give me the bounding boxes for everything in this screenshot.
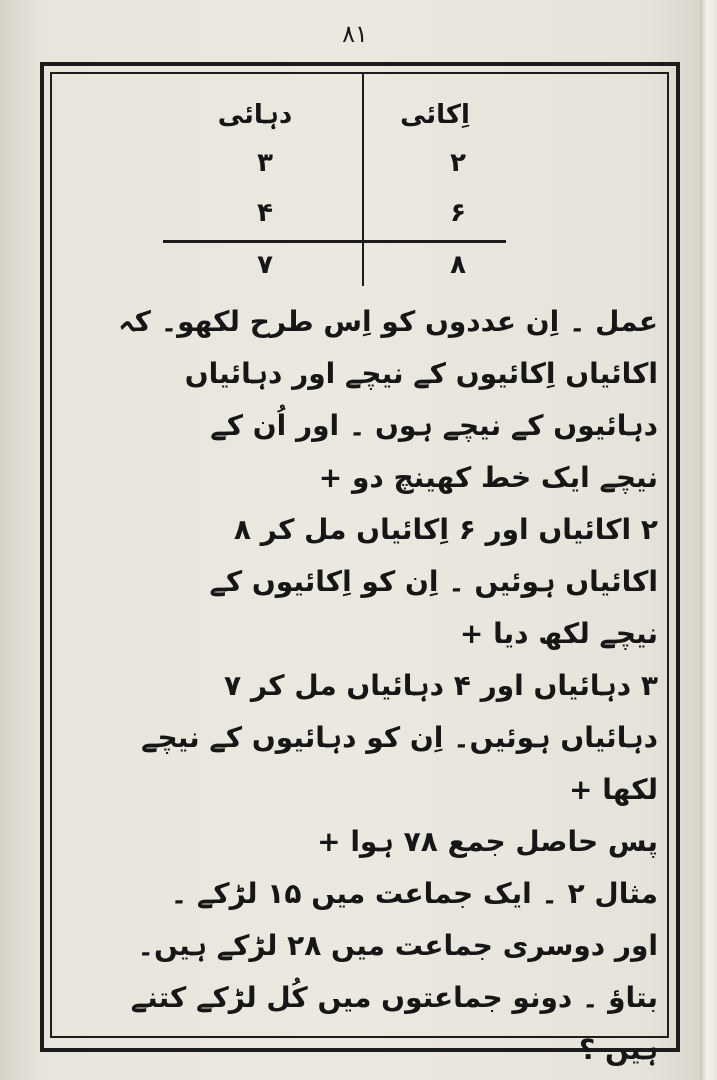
text-line: اکائیاں ہوئیں ۔ اِن کو اِکائیوں کے [209,565,658,598]
text-line: دہائیاں ہوئیں۔ اِن کو دہائیوں کے نیچے [141,721,658,754]
tens-header: دہائی [217,100,293,130]
page-number: ۸۱ [342,20,368,48]
text-line: اکائیاں اِکائیوں کے نیچے اور دہائیاں [184,357,658,390]
text-line: بتاؤ ۔ دونو جماعتوں میں کُل لڑکے کتنے [130,981,658,1014]
units-value-row1: ۲ [450,148,466,178]
text-line: دہائیوں کے نیچے ہوں ۔ اور اُن کے [210,409,658,442]
text-line: ہیں ؟ [578,1033,658,1066]
text-line: عمل ۔ اِن عددوں کو اِس طرح لکھو۔ کہ [118,305,658,338]
text-line: اور دوسری جماعت میں ۲۸ لڑکے ہیں۔ [137,929,658,962]
units-total: ۸ [450,250,466,280]
table-column-divider [362,74,364,286]
tens-total: ۷ [257,250,273,280]
text-line: نیچے ایک خط کھینچ دو + [318,461,658,494]
units-header: اِکائی [400,100,470,130]
text-line: ۳ دہائیاں اور ۴ دہائیاں مل کر ۷ [224,669,658,702]
sum-line [163,240,506,243]
text-line: ۲ اکائیاں اور ۶ اِکائیاں مل کر ۸ [233,513,658,546]
text-line: نیچے لکھ دیا + [459,617,658,650]
tens-value-row2: ۴ [257,198,273,228]
tens-value-row1: ۳ [257,148,273,178]
explanation-text [62,296,658,1076]
text-line: پس حاصل جمع ۷۸ ہوا + [317,825,658,858]
text-line: مثال ۲ ۔ ایک جماعت میں ۱۵ لڑکے ۔ [170,877,658,910]
book-spine [700,0,717,1080]
text-line: لکھا + [568,773,658,806]
units-value-row2: ۶ [450,198,466,228]
